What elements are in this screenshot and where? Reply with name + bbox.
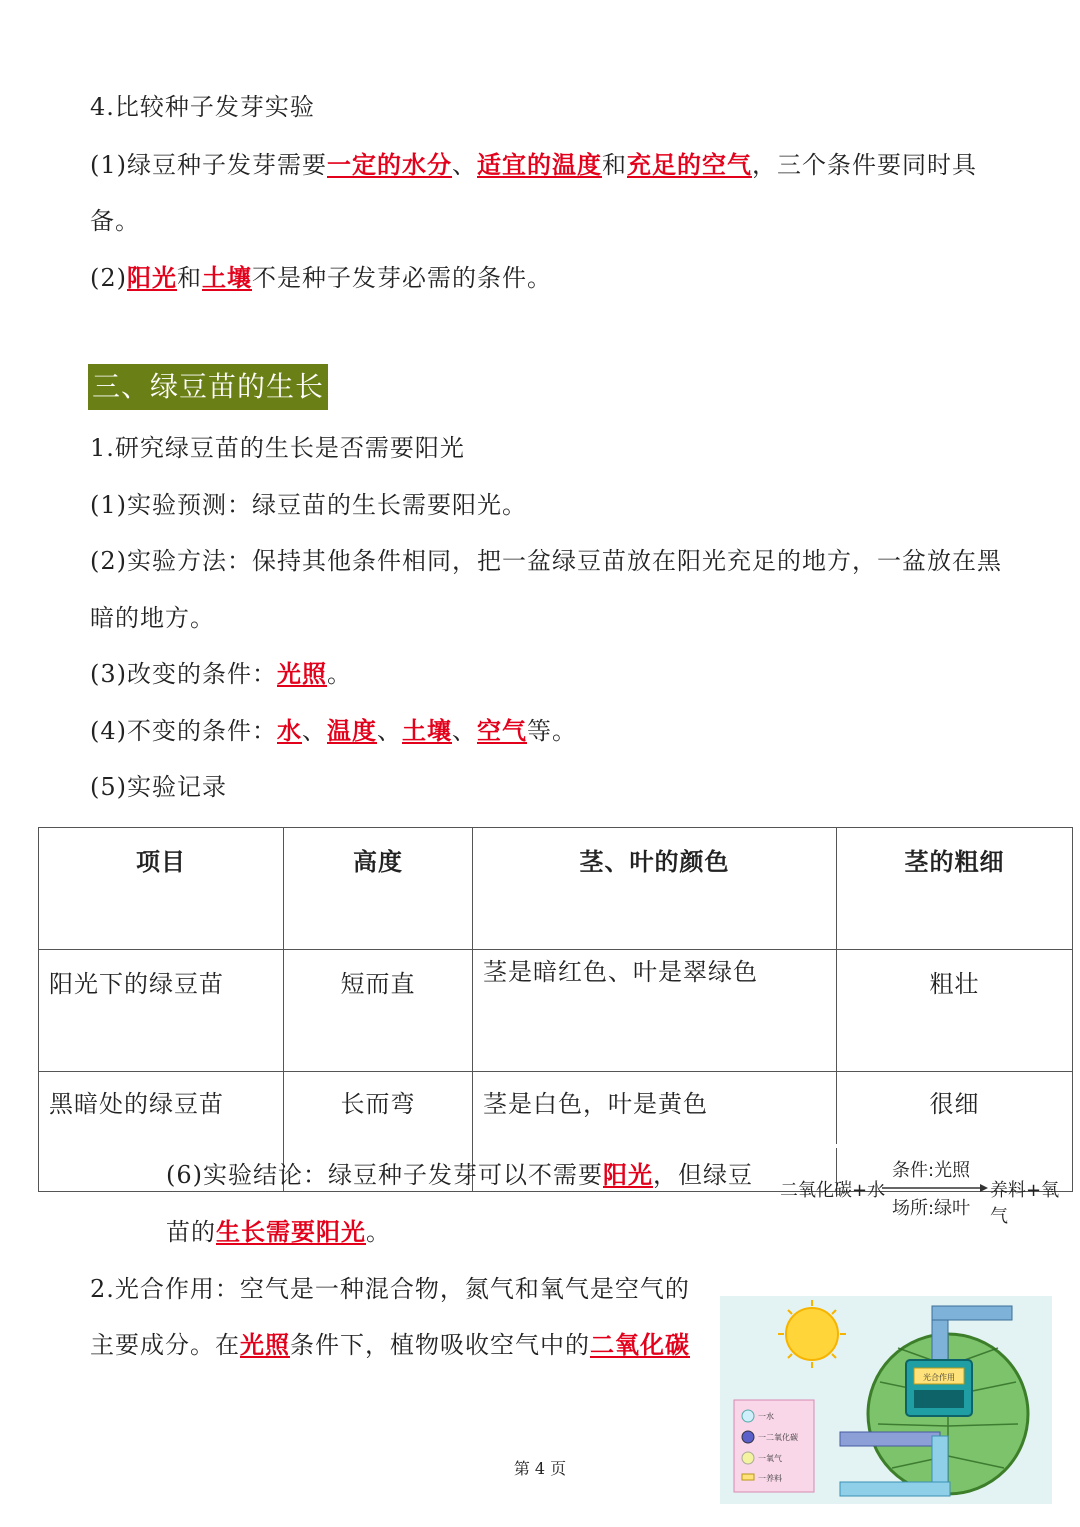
text: 。 [327, 660, 352, 688]
text: 、 [377, 717, 402, 745]
table-cell: 阳光下的绿豆苗 [39, 950, 284, 1072]
table-cell: 黑暗处的绿豆苗 [39, 1072, 284, 1192]
border-gap [772, 1144, 830, 1148]
text: 苗的 [166, 1218, 216, 1246]
legend-water: 一水 [758, 1412, 774, 1421]
keyword: 光照 [277, 659, 327, 688]
text: ，三个条件要同时具 [752, 151, 977, 179]
section-4-item-2 [90, 262, 552, 294]
text: (2) [90, 264, 127, 292]
keyword: 温度 [327, 716, 377, 745]
table-header-row [39, 828, 1073, 950]
study-item-3 [90, 658, 352, 690]
study-item-2-cont: 暗的地方。 [90, 604, 215, 632]
text: (4)不变的条件： [90, 717, 277, 745]
table-cell: 长而弯 [284, 1072, 473, 1192]
keyword: 适宜的温度 [477, 150, 602, 179]
machine-label: 光合作用 [923, 1373, 955, 1382]
conclusion-line-1 [166, 1159, 753, 1191]
photosynthesis-line-1: 2.光合作用：空气是一种混合物，氮气和氧气是空气的 [90, 1275, 690, 1303]
table-cell: 茎是白色，叶是黄色 [473, 1072, 837, 1192]
keyword: 二氧化碳 [590, 1330, 690, 1359]
photosynthesis-line-2 [90, 1329, 690, 1361]
border-gap [832, 1144, 1064, 1148]
keyword: 光照 [240, 1330, 290, 1359]
text: 、 [302, 717, 327, 745]
table-cell: 粗壮 [837, 950, 1073, 1072]
keyword: 一定的水分 [327, 150, 452, 179]
text: 、 [452, 717, 477, 745]
legend-nutrient: 一养料 [758, 1474, 782, 1483]
keyword: 水 [277, 716, 302, 745]
keyword: 土壤 [202, 263, 252, 292]
study-item-1: (1)实验预测：绿豆苗的生长需要阳光。 [90, 491, 527, 519]
text: 和 [177, 264, 202, 292]
text: 和 [602, 151, 627, 179]
text: (3)改变的条件： [90, 660, 277, 688]
study-item-4 [90, 715, 577, 747]
study-item-2: (2)实验方法：保持其他条件相同，把一盆绿豆苗放在阳光充足的地方，一盆放在黑 [90, 547, 1002, 575]
table-cell: 茎是暗红色、叶是翠绿色 [473, 950, 837, 1072]
formula-left: 二氧化碳+水 [780, 1180, 886, 1201]
section-4-item-1-cont: 备。 [90, 207, 140, 235]
keyword: 充足的空气 [627, 150, 752, 179]
section-4-item-1 [90, 149, 977, 181]
study-item-5: (5)实验记录 [90, 773, 227, 801]
text: 、 [452, 151, 477, 179]
table-header: 项目 [39, 828, 284, 950]
text: 不是种子发芽必需的条件。 [252, 264, 552, 292]
text: 等。 [527, 717, 577, 745]
text: ，但绿豆 [653, 1161, 753, 1189]
study-title: 1.研究绿豆苗的生长是否需要阳光 [90, 434, 465, 462]
keyword: 土壤 [402, 716, 452, 745]
table-header: 茎、叶的颜色 [473, 828, 837, 950]
table-header: 茎的粗细 [837, 828, 1073, 950]
keyword: 空气 [477, 716, 527, 745]
table-cell: 很细 [837, 1072, 1073, 1192]
text: (1)绿豆种子发芽需要 [90, 151, 327, 179]
formula-place: 场所:绿叶 [892, 1198, 971, 1219]
legend-oxygen: 一氧气 [758, 1454, 782, 1463]
sun-icon [778, 1300, 846, 1368]
legend-co2: 一二氧化碳 [758, 1433, 798, 1442]
text: 条件下，植物吸收空气中的 [290, 1331, 590, 1359]
experiment-record-table [38, 827, 1073, 1192]
table-header: 高度 [284, 828, 473, 950]
text: 主要成分。在 [90, 1331, 240, 1359]
text: 。 [366, 1218, 391, 1246]
section-4-title: 4.比较种子发芽实验 [90, 93, 315, 121]
table-cell: 短而直 [284, 950, 473, 1072]
photosynthesis-formula [780, 1152, 1075, 1227]
keyword: 生长需要阳光 [216, 1217, 366, 1246]
formula-condition: 条件:光照 [892, 1160, 971, 1181]
section-heading: 三、绿豆苗的生长 [88, 364, 328, 410]
table-row [39, 950, 1073, 1072]
text: (6)实验结论：绿豆种子发芽可以不需要 [166, 1161, 603, 1189]
formula-right: 养料+氧气 [990, 1180, 1060, 1227]
page-number: 第 4 页 [513, 1459, 567, 1478]
keyword: 阳光 [603, 1160, 653, 1189]
keyword: 阳光 [127, 263, 177, 292]
conclusion-line-2 [166, 1216, 391, 1248]
machine-icon [906, 1360, 972, 1416]
